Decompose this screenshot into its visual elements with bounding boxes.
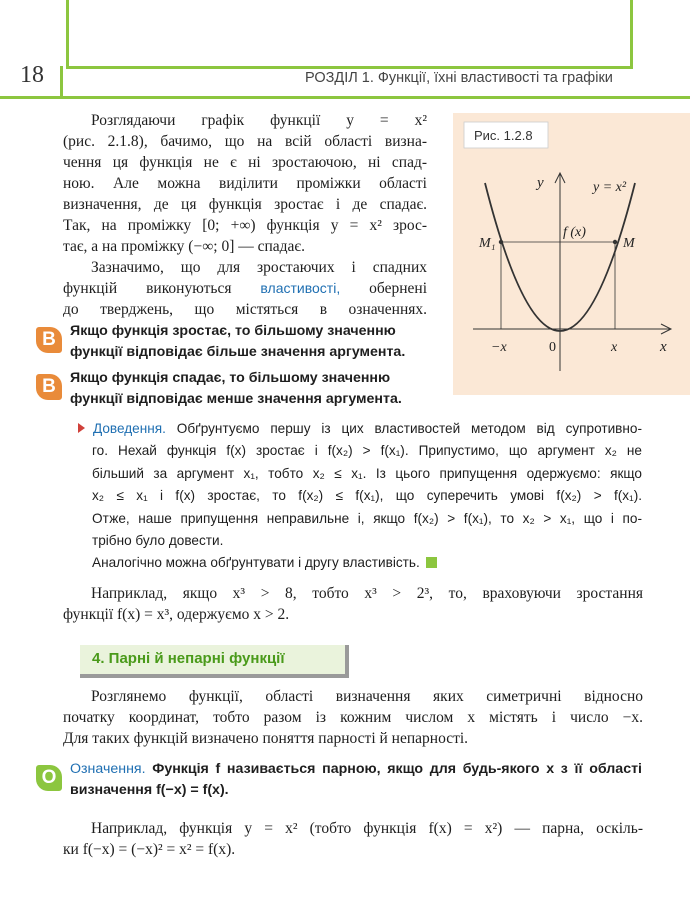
intro-line: Розглядаючи графік функції y = x² [91,112,427,129]
proof-line: го. Нехай функція f(x) зростає і f(x₂) > f(x₁). Припустимо, що аргумент x₂ не [92,443,642,459]
example-line: Наприклад, функція y = x² (тобто функція f(x) = x²) — парна, оскіль- [91,820,643,837]
tick-zero: 0 [549,340,556,355]
definition-line: визначення f(−x) = f(x). [70,782,229,798]
proof-line: трібно було довести. [92,533,224,549]
proof-closing: Аналогічно можна обґрунтувати і другу властивість. [92,555,420,571]
proof-block [92,418,642,575]
header-tab-left [66,0,69,68]
section-heading [80,645,349,678]
proof-label: Доведення. [93,421,166,436]
definition-block [70,759,642,801]
intro-line: чення ця функція не є ні зростаючою, ні спад- [63,154,427,171]
property-badge-1: В [36,327,62,353]
section-line: початку координат, тобто разом із кожним числом x містять і число −x. [63,709,643,726]
tick-neg-x: −x [491,340,507,355]
rule-line: функції відповідає менше значення аргумента. [70,391,402,407]
section-title: 4. Парні й непарні функції [92,650,285,667]
intro-line: Так, на проміжку [0; +∞) функція y = x² зрос- [63,217,427,234]
definition-text: Функція f називається парною, якщо для будь-якого x з її області [152,761,642,777]
intro-line: тає, а на проміжку (−∞; 0] — спадає. [63,238,305,255]
definition-line [70,759,642,780]
note-line: до тверджень, що містяться в означеннях. [63,301,427,318]
header-tab-bottom [66,66,633,69]
note-line: Зазначимо, що для зростаючих і спадних [91,259,427,276]
section-line: Розглянемо функції, області визначення яких симетричні відносно [91,688,643,705]
definition-label: Означення. [70,761,146,777]
intro-paragraph [63,110,427,320]
example-2 [63,818,643,860]
curve-label: y = x² [593,180,627,195]
example-line: функції f(x) = x³, одержуємо x > 2. [63,606,290,623]
intro-line: визначення, де ця функція зростає і де спадає. [63,196,427,213]
property-rule-1 [70,321,405,363]
proof-line: x₂ ≤ x₁ і f(x) зростає, то f(x₂) ≤ f(x₁), що суперечить умові f(x₂) > f(x₁). [92,488,642,504]
note-text: функцій виконуються [63,280,232,297]
intro-line: (рис. 2.1.8), бачимо, що на всій області визна- [63,133,427,150]
rule-line: Якщо функція зростає, то більшому значенню [70,323,396,339]
properties-link[interactable]: властивості, [260,280,341,296]
rule-line: Якщо функція спадає, то більшому значенню [70,370,391,386]
section-body [63,686,643,749]
proof-line: більший за аргумент x₁, тобто x₂ ≤ x₁. Із цього припущення одержуємо: якщо [92,465,642,481]
page-number: 18 [20,62,44,88]
proof-text: Обґрунтуємо першу із цих властивостей методом від супротивно- [176,421,642,436]
example-line: ки f(−x) = (−x)² = x² = f(x). [63,841,236,858]
note-line [63,278,427,299]
proof-closing-line [92,552,642,574]
x-axis-label: x [660,339,667,355]
parabola-figure [453,113,690,395]
page-number-divider [60,66,63,98]
proof-line [78,418,642,440]
intro-line: ною. Але можна виділити проміжки області [63,175,427,192]
header-rule [0,96,690,99]
y-axis-label: y [537,175,544,191]
example-1 [63,583,643,625]
example-line: Наприклад, якщо x³ > 8, тобто x³ > 2³, то, враховуючи зростання [91,585,643,602]
proof-line: Отже, наше припущення неправильне і, якщо f(x₂) > f(x₁), то x₂ > x₁, що і по- [92,510,642,526]
property-rule-2 [70,368,402,410]
header-tab-right [630,0,633,68]
rule-line: функції відповідає більше значення аргумента. [70,344,406,360]
qed-square-icon [426,557,437,568]
fx-label: f (x) [563,225,586,240]
proof-marker-icon [78,423,85,433]
point-m-label: M [623,236,635,251]
definition-badge: О [36,765,62,791]
note-text: обернені [369,280,428,297]
tick-x: x [611,340,618,355]
point-m1-label: M₁ [479,236,496,251]
property-badge-2: В [36,374,62,400]
figure-caption: Рис. 1.2.8 [474,128,533,143]
running-title: РОЗДІЛ 1. Функції, їхні властивості та графіки [305,70,613,86]
section-line: Для таких функцій визначено поняття парності й непарності. [63,730,469,747]
point-m [613,240,617,244]
figure-panel [453,113,690,395]
point-m1 [499,240,503,244]
